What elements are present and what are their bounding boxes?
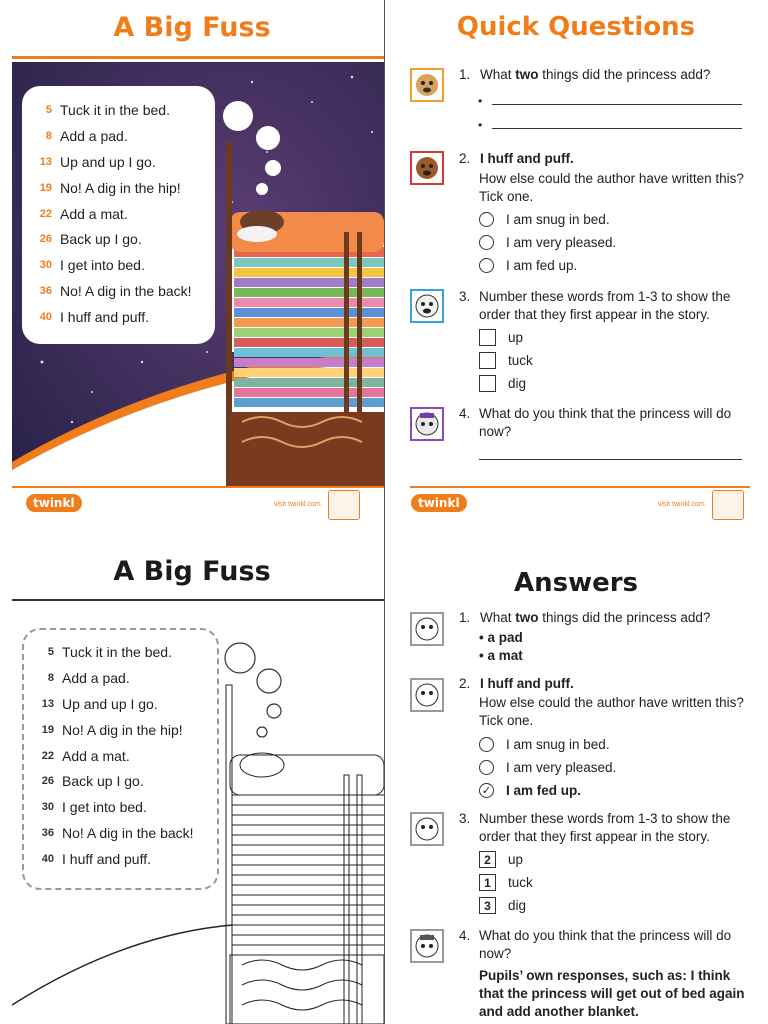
answer-line[interactable] [492,128,742,129]
question-quote: I huff and puff. [480,151,574,166]
visit-link[interactable]: visit twinkl.com [658,501,705,508]
line-number: 5 [47,645,54,658]
line-number: 19 [39,181,52,194]
question-number: 2. [459,676,471,691]
poem-line [22,304,215,330]
title-rule [12,56,384,59]
poem-text: Tuck it in the bed. [62,643,172,660]
word-label: up [508,852,524,867]
word-label: tuck [508,353,533,368]
poem-line [22,201,215,227]
poem-line [24,717,217,743]
line-number: 26 [39,233,52,246]
tick-option[interactable] [479,756,616,779]
line-number: 8 [45,129,52,142]
dog-avatar-icon [410,151,444,185]
tick-option[interactable] [479,733,616,756]
line-number: 40 [39,311,52,324]
tick-option-selected[interactable] [479,779,616,802]
poem-line [22,252,215,278]
line-number: 40 [41,853,54,866]
tick-option[interactable] [479,208,616,231]
answer-item: • a mat [479,648,523,663]
word-label: dig [508,376,527,391]
order-option[interactable] [479,349,533,372]
model-answer: Pupils’ own responses, such as: I think that the princess will get out of bed again and add another blanket. [479,968,745,1019]
line-number: 22 [41,749,54,762]
poem-line [24,743,217,769]
question-text-post: things did the princess add? [538,610,711,625]
question-text: How else could the author have written this? Tick one. [479,171,744,204]
poem-line [22,123,215,149]
poem-text: Back up I go. [60,231,142,248]
quality-badge-icon [328,490,360,520]
bullet: • [478,118,483,132]
option-label: I am snug in bed. [506,212,610,227]
poem-line [24,820,217,846]
question-text-bold: two [515,67,539,82]
radio-circle[interactable] [479,258,494,273]
poem-text: No! A dig in the hip! [60,179,181,196]
question-number: 3. [459,289,471,304]
page-title: A Big Fuss [113,12,271,43]
line-number: 19 [41,723,54,736]
question-number: 4. [459,928,471,943]
poem-text: I get into bed. [62,799,147,816]
dog-avatar-icon [410,929,444,963]
question-text-bold: two [515,610,539,625]
page-title: A Big Fuss [113,556,271,587]
line-number: 13 [39,155,52,168]
poem-text: Up and up I go. [60,153,156,170]
line-number: 5 [45,103,52,116]
poem-text: No! A dig in the back! [60,283,192,300]
title-rule [12,599,384,601]
question-text: What do you think that the princess will do now? [479,928,732,961]
poem-text: No! A dig in the hip! [62,721,183,738]
line-number: 30 [41,801,54,814]
line-number: 36 [41,827,54,840]
poem-text: Tuck it in the bed. [60,101,170,118]
word-label: dig [508,898,527,913]
order-option[interactable] [479,326,533,349]
question-text: What do you think that the princess will do now? [479,406,732,439]
dog-avatar-icon [410,612,444,646]
option-label: I am very pleased. [506,235,617,250]
radio-circle[interactable] [479,760,494,775]
order-option[interactable] [479,372,533,395]
question-text: How else could the author have written this? Tick one. [479,695,744,728]
bullet: • [478,94,483,108]
radio-circle[interactable] [479,235,494,250]
question-number: 4. [459,406,471,421]
line-number: 30 [39,259,52,272]
poem-box [22,628,219,890]
answer-line[interactable] [492,104,742,105]
question-text-pre: What [480,610,516,625]
poem-line [22,149,215,175]
dog-avatar-icon [410,68,444,102]
poem-line [24,665,217,691]
dog-avatar-icon [410,289,444,323]
dog-avatar-icon [410,812,444,846]
poem-line [24,768,217,794]
poem-text: I huff and puff. [60,309,150,326]
order-box[interactable]: 1 [479,874,496,891]
question-number: 1. [459,610,471,625]
order-box[interactable] [479,375,496,392]
poem-text: Up and up I go. [62,695,158,712]
poem-text: No! A dig in the back! [62,825,194,842]
question-number: 2. [459,151,471,166]
word-label: tuck [508,875,533,890]
poem-line [24,639,217,665]
poem-line [22,175,215,201]
poem-line [24,691,217,717]
answer-item: • a pad [479,630,523,645]
footer-rule [12,486,384,488]
line-number: 36 [39,285,52,298]
poem-line [22,278,215,304]
poem-box [22,86,215,344]
order-option[interactable] [479,894,533,917]
poem-text: I get into bed. [60,257,145,274]
option-label: I am fed up. [506,258,578,273]
radio-circle[interactable] [479,212,494,227]
line-number: 26 [41,775,54,788]
line-number: 8 [47,671,54,684]
order-box[interactable] [479,329,496,346]
answers-title: Answers [513,568,639,598]
question-quote: I huff and puff. [480,676,574,691]
order-option[interactable] [479,848,533,871]
dog-avatar-icon [410,407,444,441]
page-divider [384,0,385,1024]
questions-title: Quick Questions [456,12,696,42]
tick-icon[interactable]: ✓ [479,783,494,798]
poem-line [24,794,217,820]
word-label: up [508,330,524,345]
poem-text: Add a mat. [60,205,128,222]
poem-text: Back up I go. [62,773,144,790]
option-label: I am fed up. [506,783,582,798]
tick-option[interactable] [479,231,616,254]
poem-line [22,97,215,123]
dog-avatar-icon [410,678,444,712]
poem-line [22,226,215,252]
radio-circle[interactable] [479,737,494,752]
order-option[interactable] [479,871,533,894]
question-number: 1. [459,67,471,82]
visit-link[interactable]: visit twinkl.com [274,501,321,508]
question-number: 3. [459,811,471,826]
twinkl-logo: twinkl [26,494,82,512]
order-box[interactable]: 2 [479,851,496,868]
line-number: 22 [39,207,52,220]
option-label: I am snug in bed. [506,737,610,752]
footer-rule [410,486,750,488]
poem-text: Add a pad. [62,669,130,686]
poem-line [24,846,217,872]
question-text: Number these words from 1-3 to show the order that they first appear in the story. [479,811,731,844]
poem-text: I huff and puff. [62,851,152,868]
quality-badge-icon [712,490,744,520]
poem-text: Add a pad. [60,127,128,144]
option-label: I am very pleased. [506,760,617,775]
tick-option[interactable] [479,254,616,277]
line-number: 13 [41,697,54,710]
answer-line[interactable] [479,459,742,460]
question-text-post: things did the princess add? [538,67,711,82]
order-box[interactable]: 3 [479,897,496,914]
twinkl-logo: twinkl [411,494,467,512]
poem-text: Add a mat. [62,747,130,764]
question-text: Number these words from 1-3 to show the order that they first appear in the story. [479,289,731,322]
question-text-pre: What [480,67,516,82]
order-box[interactable] [479,352,496,369]
